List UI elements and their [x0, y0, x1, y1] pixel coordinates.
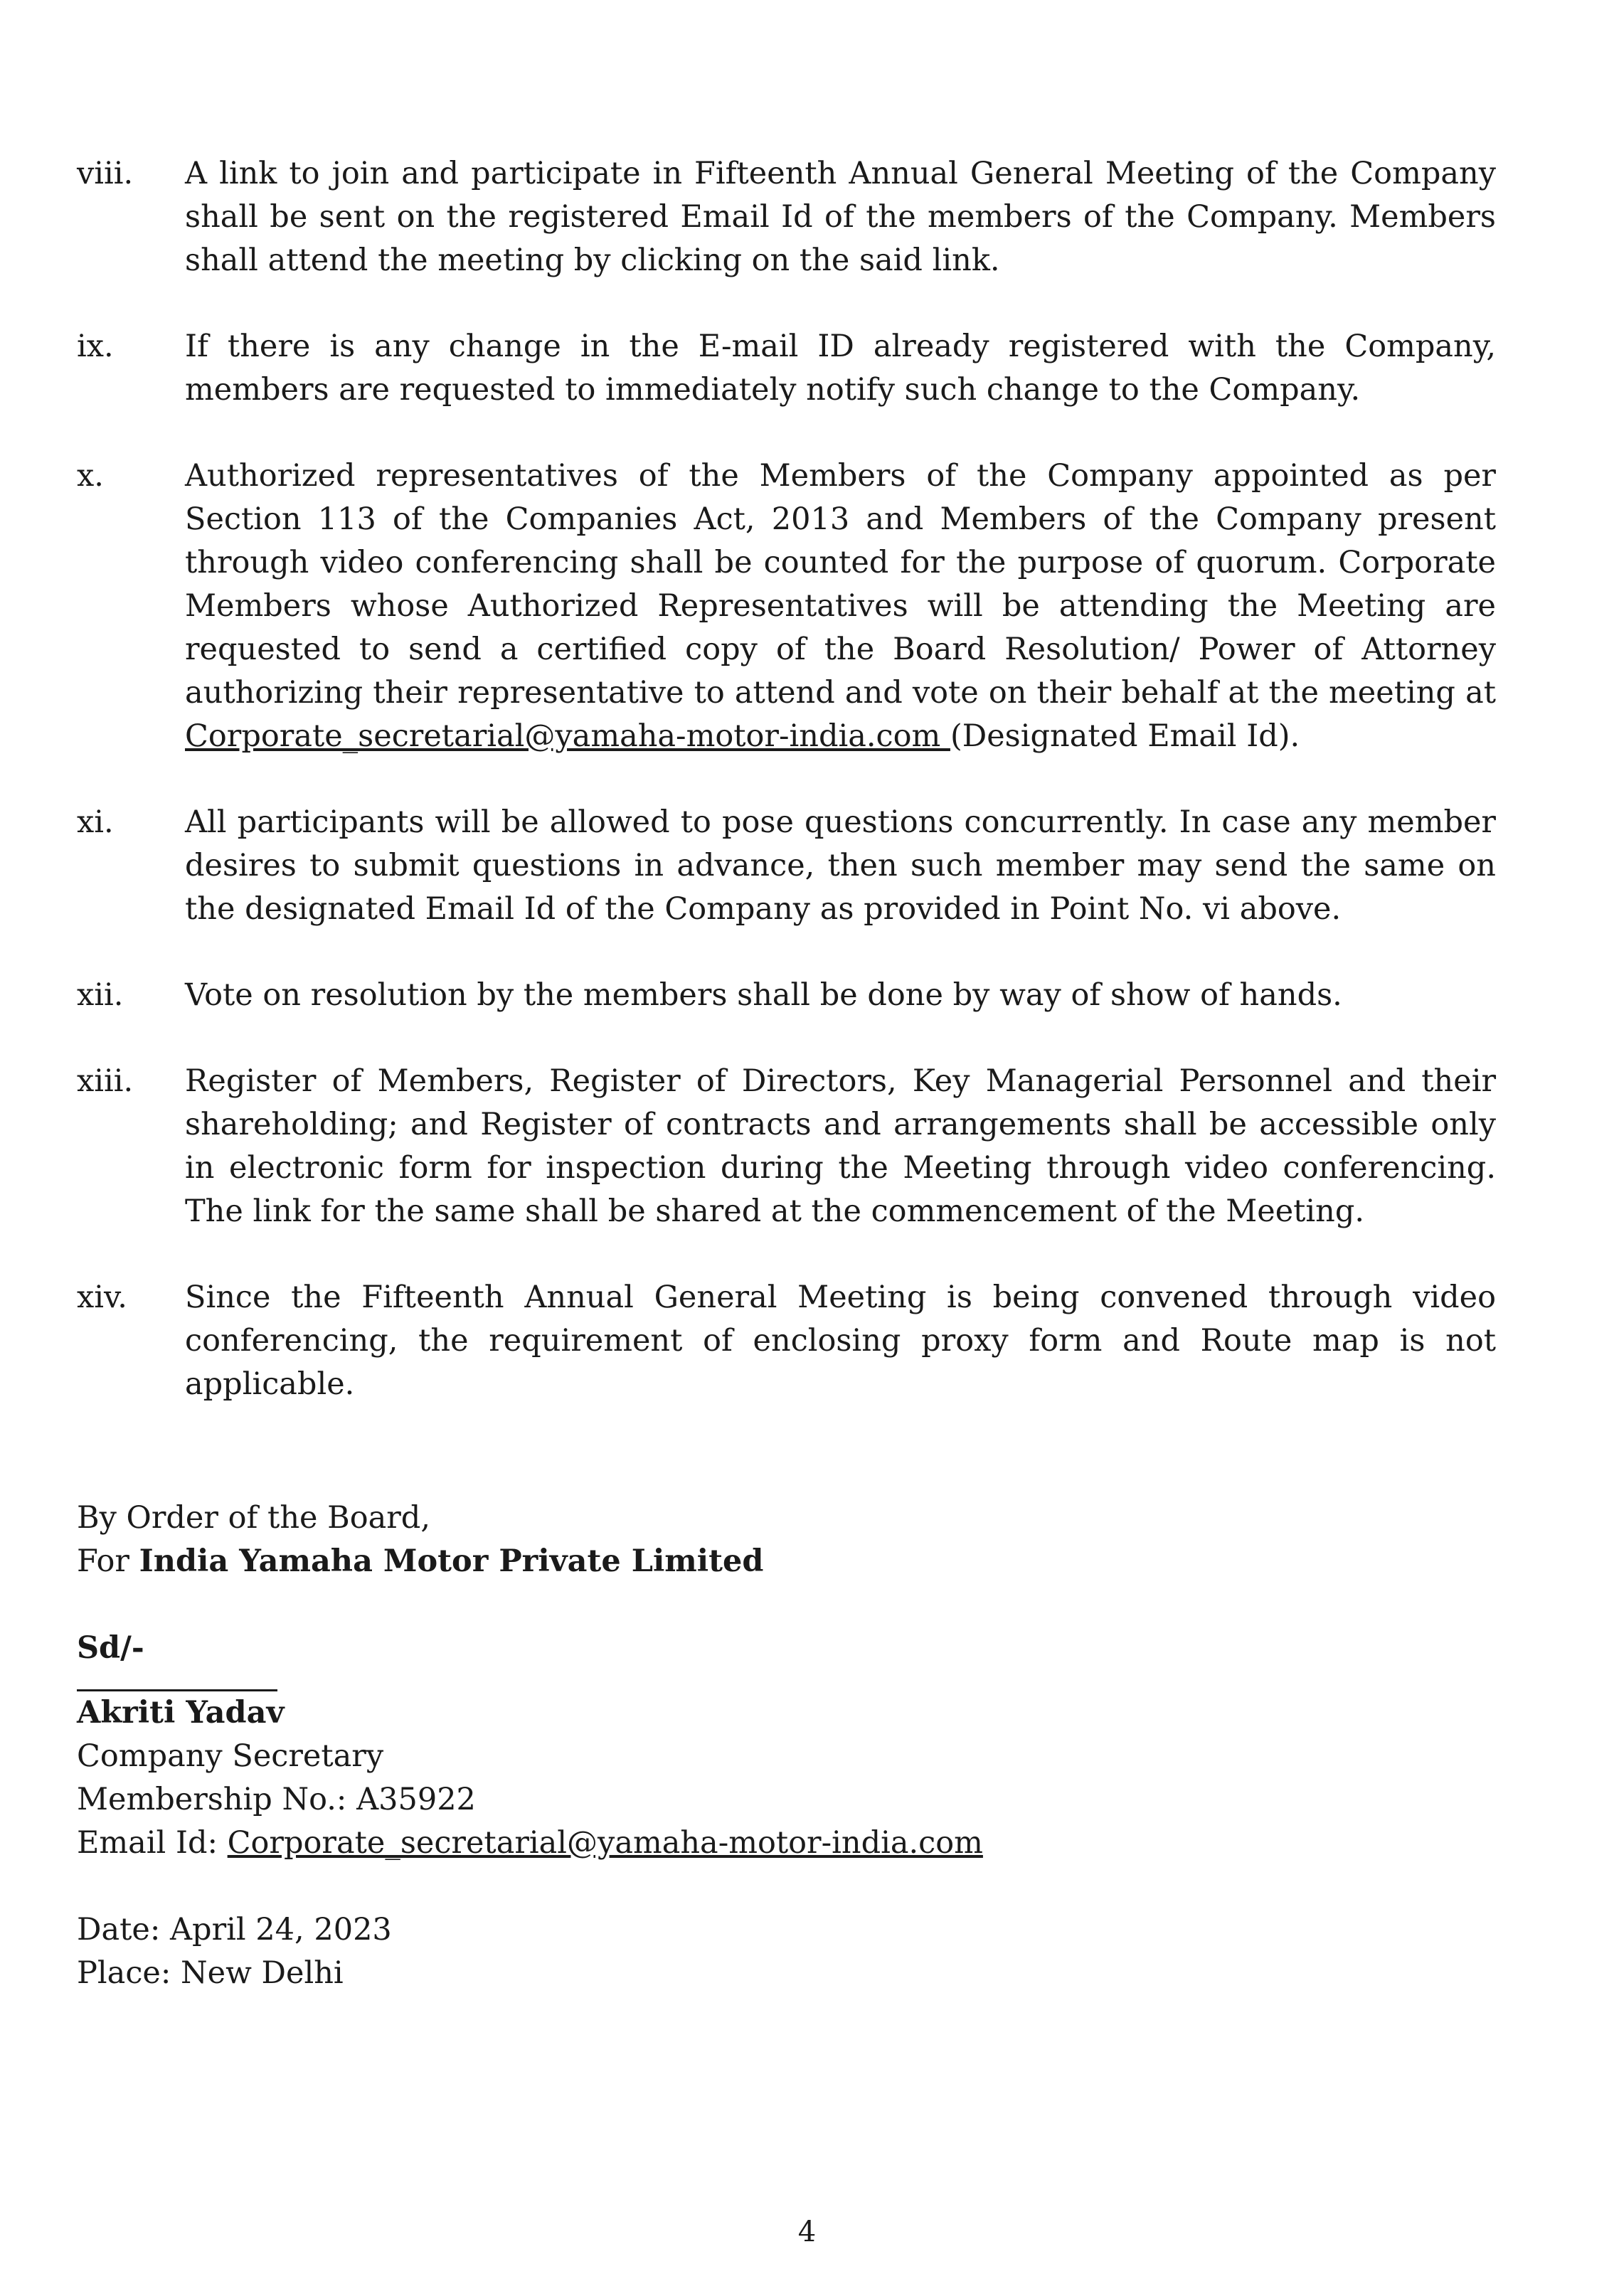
spacer — [77, 1865, 1215, 1908]
list-item-x — [77, 455, 1496, 758]
spacer — [77, 1583, 1215, 1627]
company-name: India Yamaha Motor Private Limited — [139, 1543, 764, 1579]
item-number: ix. — [77, 329, 114, 364]
signature-block — [77, 1497, 1215, 1995]
item-number: xii. — [77, 977, 124, 1013]
item-number: x. — [77, 458, 104, 494]
list-item-ix — [77, 325, 1496, 412]
item-number: xiv. — [77, 1280, 127, 1315]
list-item-xiv — [77, 1276, 1496, 1406]
email-prefix: Email Id: — [77, 1825, 228, 1861]
item-text-suffix: (Designated Email Id). — [950, 718, 1300, 754]
item-text: Since the Fifteenth Annual General Meeting is being convened through video conferencing, the requirement of enclosing proxy form and Route map is not applicable. — [185, 1280, 1496, 1402]
place-line: Place: New Delhi — [77, 1955, 344, 1991]
list-item-xiii — [77, 1060, 1496, 1233]
item-text: Register of Members, Register of Directors, Key Managerial Personnel and their shareholding; and Register of contracts and arrangements shall be accessible only in electronic form for inspection during the Meeting through video conferencing. The link for the same shall be shared at the commencement of the Meeting. — [185, 1063, 1496, 1229]
list-item-xii — [77, 974, 1496, 1017]
sd-mark: Sd/- — [77, 1630, 144, 1666]
membership-number: Membership No.: A35922 — [77, 1782, 476, 1817]
item-number: viii. — [77, 156, 134, 191]
signatory-name: Akriti Yadav — [77, 1695, 285, 1731]
item-text: A link to join and participate in Fifteenth Annual General Meeting of the Company shall be sent on the registered Email Id of the members of the Company. Members shall attend the meeting by clicking on the said link. — [185, 156, 1496, 278]
item-number: xi. — [77, 804, 114, 840]
item-text: All participants will be allowed to pose questions concurrently. In case any member desires to submit questions in advance, then such member may send the same on the designated Email Id of the Company as provided in Point No. vi above. — [185, 804, 1496, 927]
designated-email-link[interactable]: Corporate_secretarial@yamaha-motor-india.com — [185, 718, 950, 754]
page-number: 4 — [797, 2216, 817, 2248]
item-number: xiii. — [77, 1063, 134, 1099]
list-item-viii — [77, 152, 1496, 282]
signatory-designation: Company Secretary — [77, 1738, 384, 1774]
date-line: Date: April 24, 2023 — [77, 1912, 392, 1947]
notes-list — [77, 152, 1496, 1449]
email-line — [77, 1822, 1215, 1865]
company-line — [77, 1540, 1215, 1583]
signatory-email-link[interactable]: Corporate_secretarial@yamaha-motor-india.com — [227, 1825, 983, 1861]
by-order-line: By Order of the Board, — [77, 1500, 430, 1536]
item-text-with-link — [185, 455, 1496, 758]
item-text: Vote on resolution by the members shall be done by way of show of hands. — [185, 977, 1342, 1013]
list-item-xi — [77, 801, 1496, 931]
for-prefix: For — [77, 1543, 139, 1579]
item-text: Authorized representatives of the Members of the Company appointed as per Section 113 of the Companies Act, 2013 and Members of the Company present through video conferencing shall be counted for the purpose of quorum. Corporate Members whose Authorized Representatives will be attending the Meeting are requested to send a certified copy of the Board Resolution/ Power of Attorney authorizing their representative to attend and vote on their behalf at the meeting at — [185, 458, 1496, 711]
item-text: If there is any change in the E-mail ID already registered with the Company, members are requested to immediately notify such change to the Company. — [185, 329, 1496, 408]
